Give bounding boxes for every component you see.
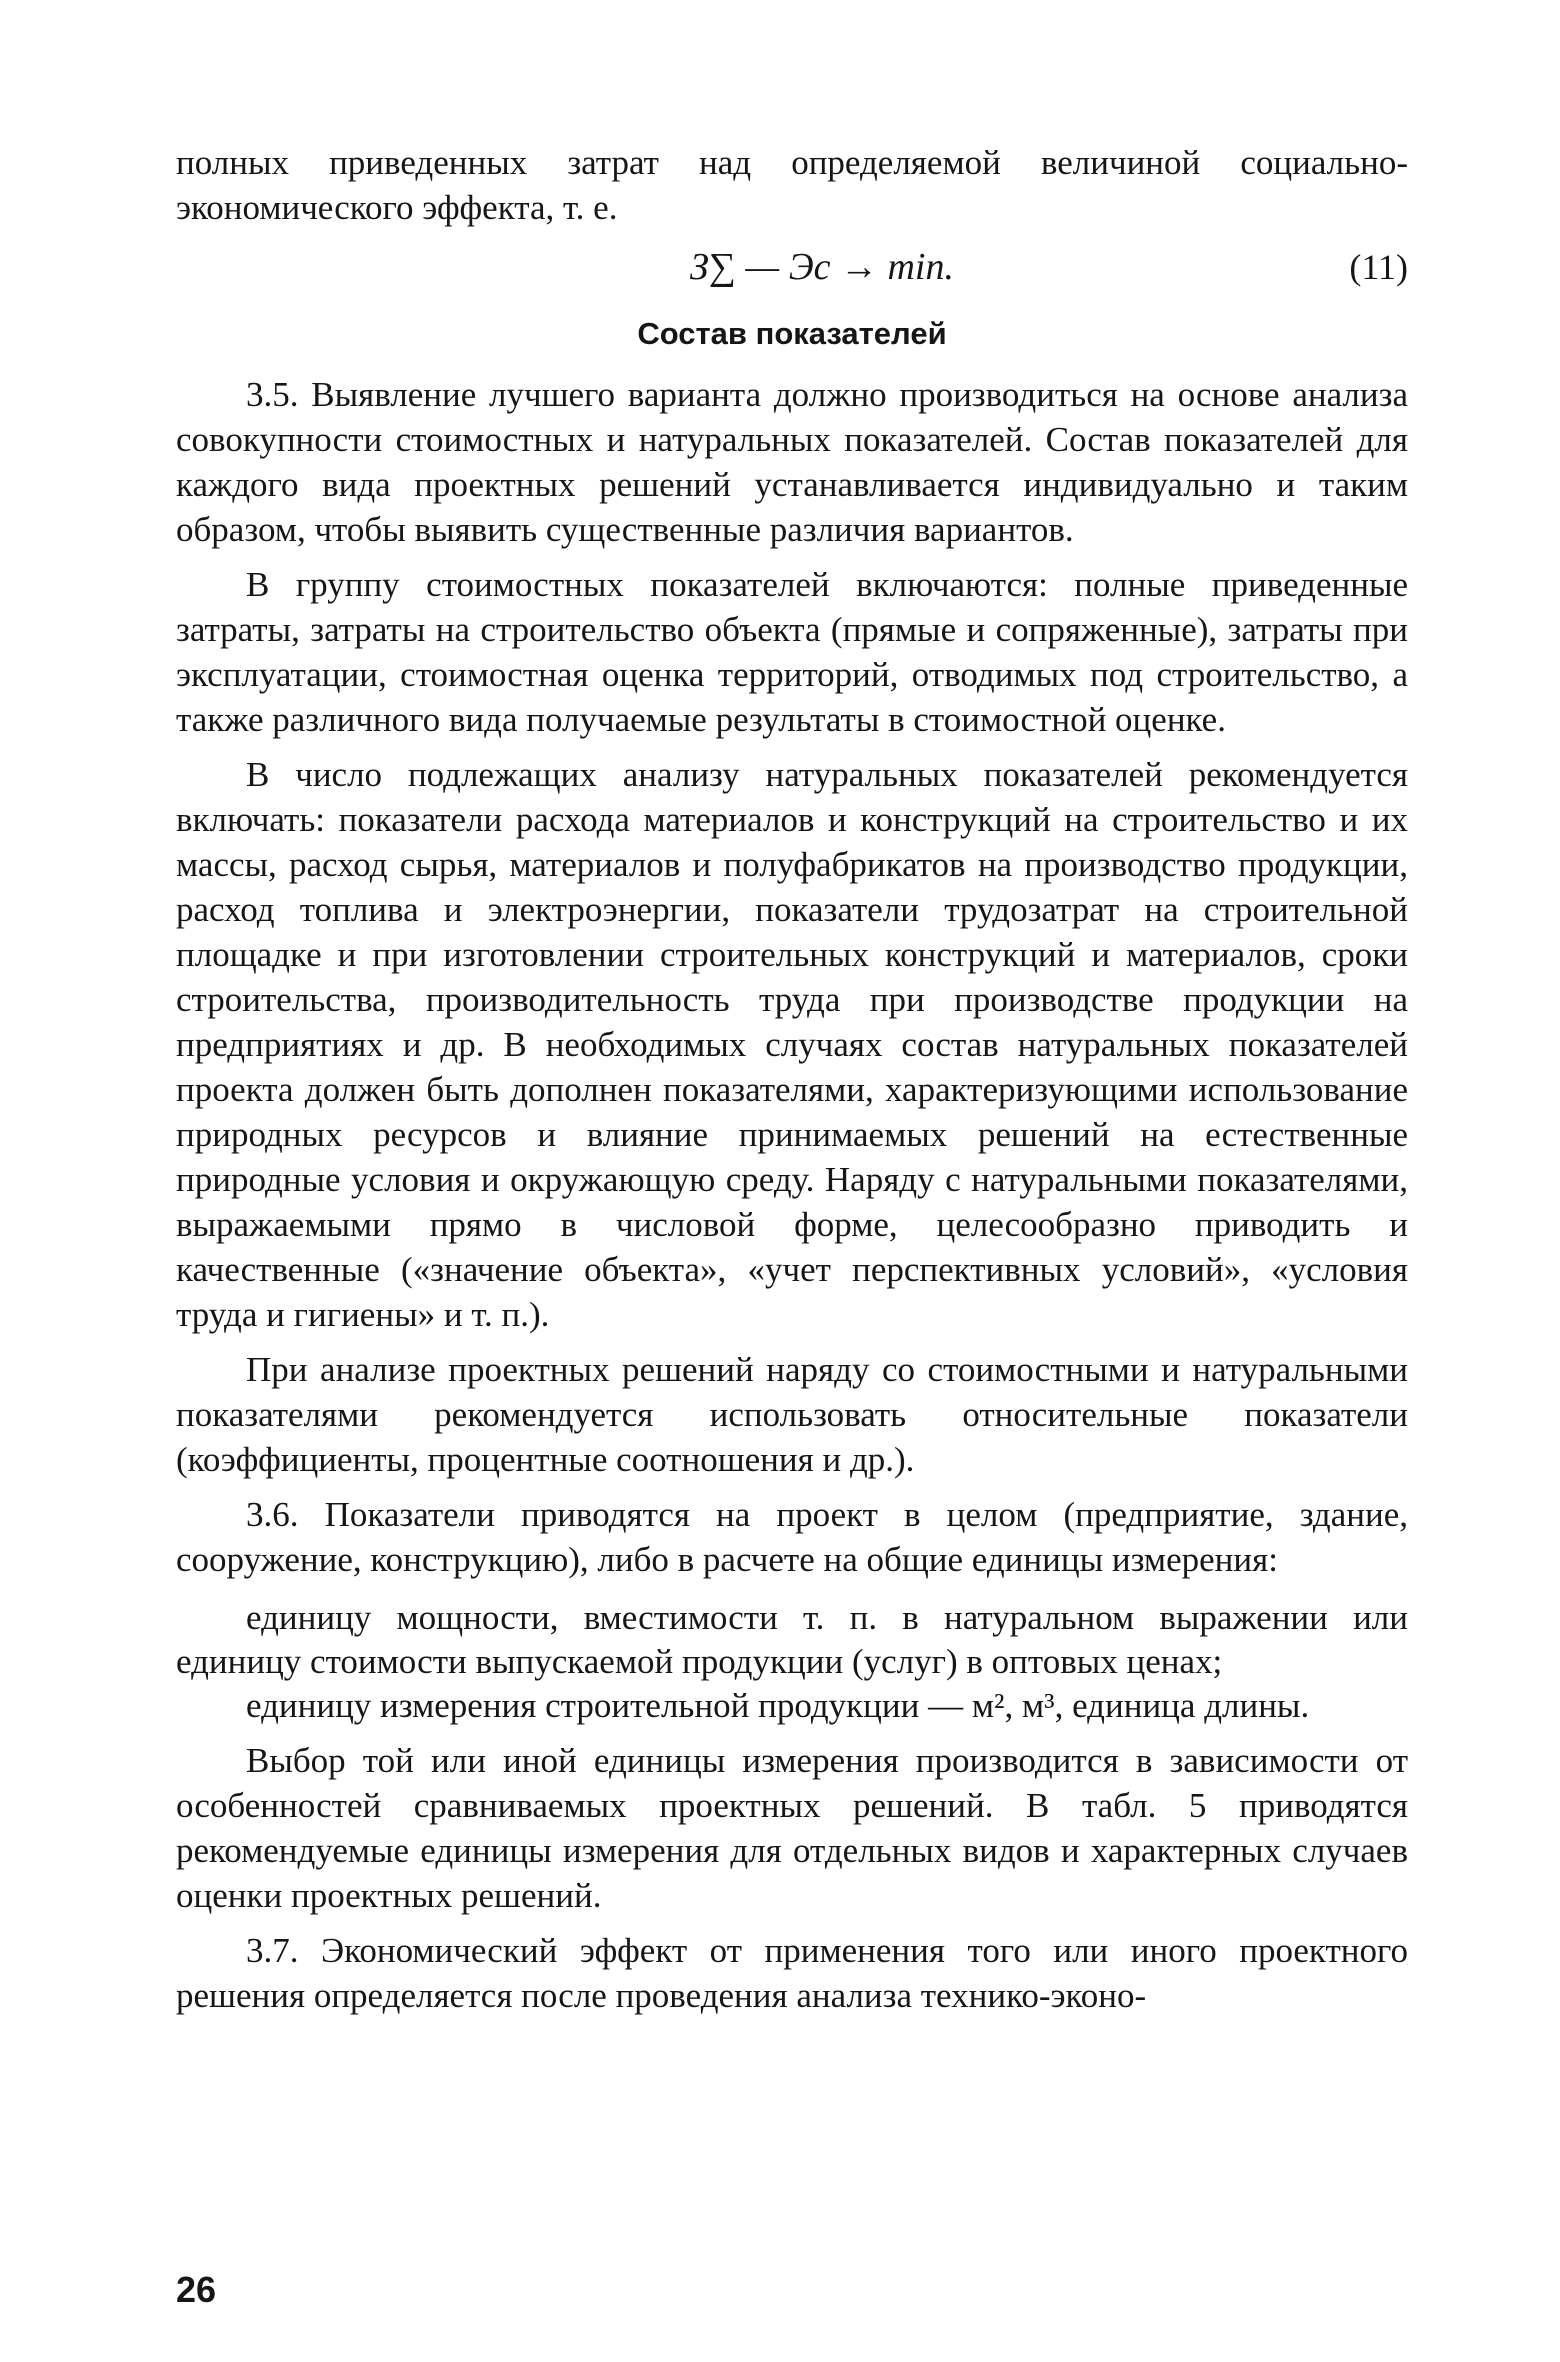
units-list-item: единицу измерения строительной продукции — м², м³, единица длины. <box>246 1686 1310 1725</box>
paragraph-3-6: 3.6. Показатели приводятся на проект в целом (предприятие, здание, сооружение, конструкцию), либо в расчете на общие единицы измерения: <box>176 1495 1408 1579</box>
formula-row <box>176 236 1408 298</box>
formula-number: (11) <box>1349 247 1408 287</box>
formula-expression: З∑ — Эс → min. <box>690 246 954 288</box>
section-heading: Состав показателей <box>637 316 947 351</box>
paragraph-unit-choice: Выбор той или иной единицы измерения производится в зависимости от особенностей сравниваемых проектных решений. В табл. 5 приводятся рекомендуемые единицы измерения для отдельных видов и характерных случаев оценки проектных решений. <box>176 1741 1408 1915</box>
units-list-item: единицу мощности, вместимости т. п. в натуральном выражении или единицу стоимости выпускаемой продукции (услуг) в оптовых ценах; <box>176 1598 1408 1681</box>
page-body <box>176 140 1408 2018</box>
paragraph-relative-indicators: При анализе проектных решений наряду со стоимостными и натуральными показателями рекомендуется использовать относительные показатели (коэффициенты, процентные соотношения и др.). <box>176 1350 1408 1479</box>
page-number: 26 <box>176 2269 217 2310</box>
units-list <box>176 1596 1408 1728</box>
intro-paragraph: полных приведенных затрат над определяемой величиной социально-экономического эффекта, т. е. <box>176 143 1408 227</box>
paragraph-3-7: 3.7. Экономический эффект от применения того или иного проектного решения определяется после проведения анализа технико-эконо- <box>176 1931 1408 2015</box>
paragraph-3-5: 3.5. Выявление лучшего варианта должно производиться на основе анализа совокупности стоимостных и натуральных показателей. Состав показателей для каждого вида проектных решений устанавливается индивидуально и таким образом, чтобы выявить существенные различия вариантов. <box>176 375 1408 549</box>
paragraph-natural-indicators: В число подлежащих анализу натуральных показателей рекомендуется включать: показатели расхода материалов и конструкций на строительство и их массы, расход сырья, материалов и полуфабрикатов на производство продукции, расход топлива и электроэнергии, показатели трудозатрат на строительной площадке и при изготовлении строительных конструкций и материалов, сроки строительства, производительность труда при производстве продукции на предприятиях и др. В необходимых случаях состав натуральных показателей проекта должен быть дополнен показателями, характеризующими использование природных ресурсов и влияние принимаемых решений на естественные природные условия и окружающую среду. Наряду с натуральными показателями, выражаемыми прямо в числовой форме, целесообразно приводить и качественные («значение объекта», «учет перспективных условий», «условия труда и гигиены» и т. п.). <box>176 755 1408 1334</box>
paragraph-cost-indicators: В группу стоимостных показателей включаются: полные приведенные затраты, затраты на строительство объекта (прямые и сопряженные), затраты при эксплуатации, стоимостная оценка территорий, отводимых под строительство, а также различного вида получаемые результаты в стоимостной оценке. <box>176 565 1408 739</box>
